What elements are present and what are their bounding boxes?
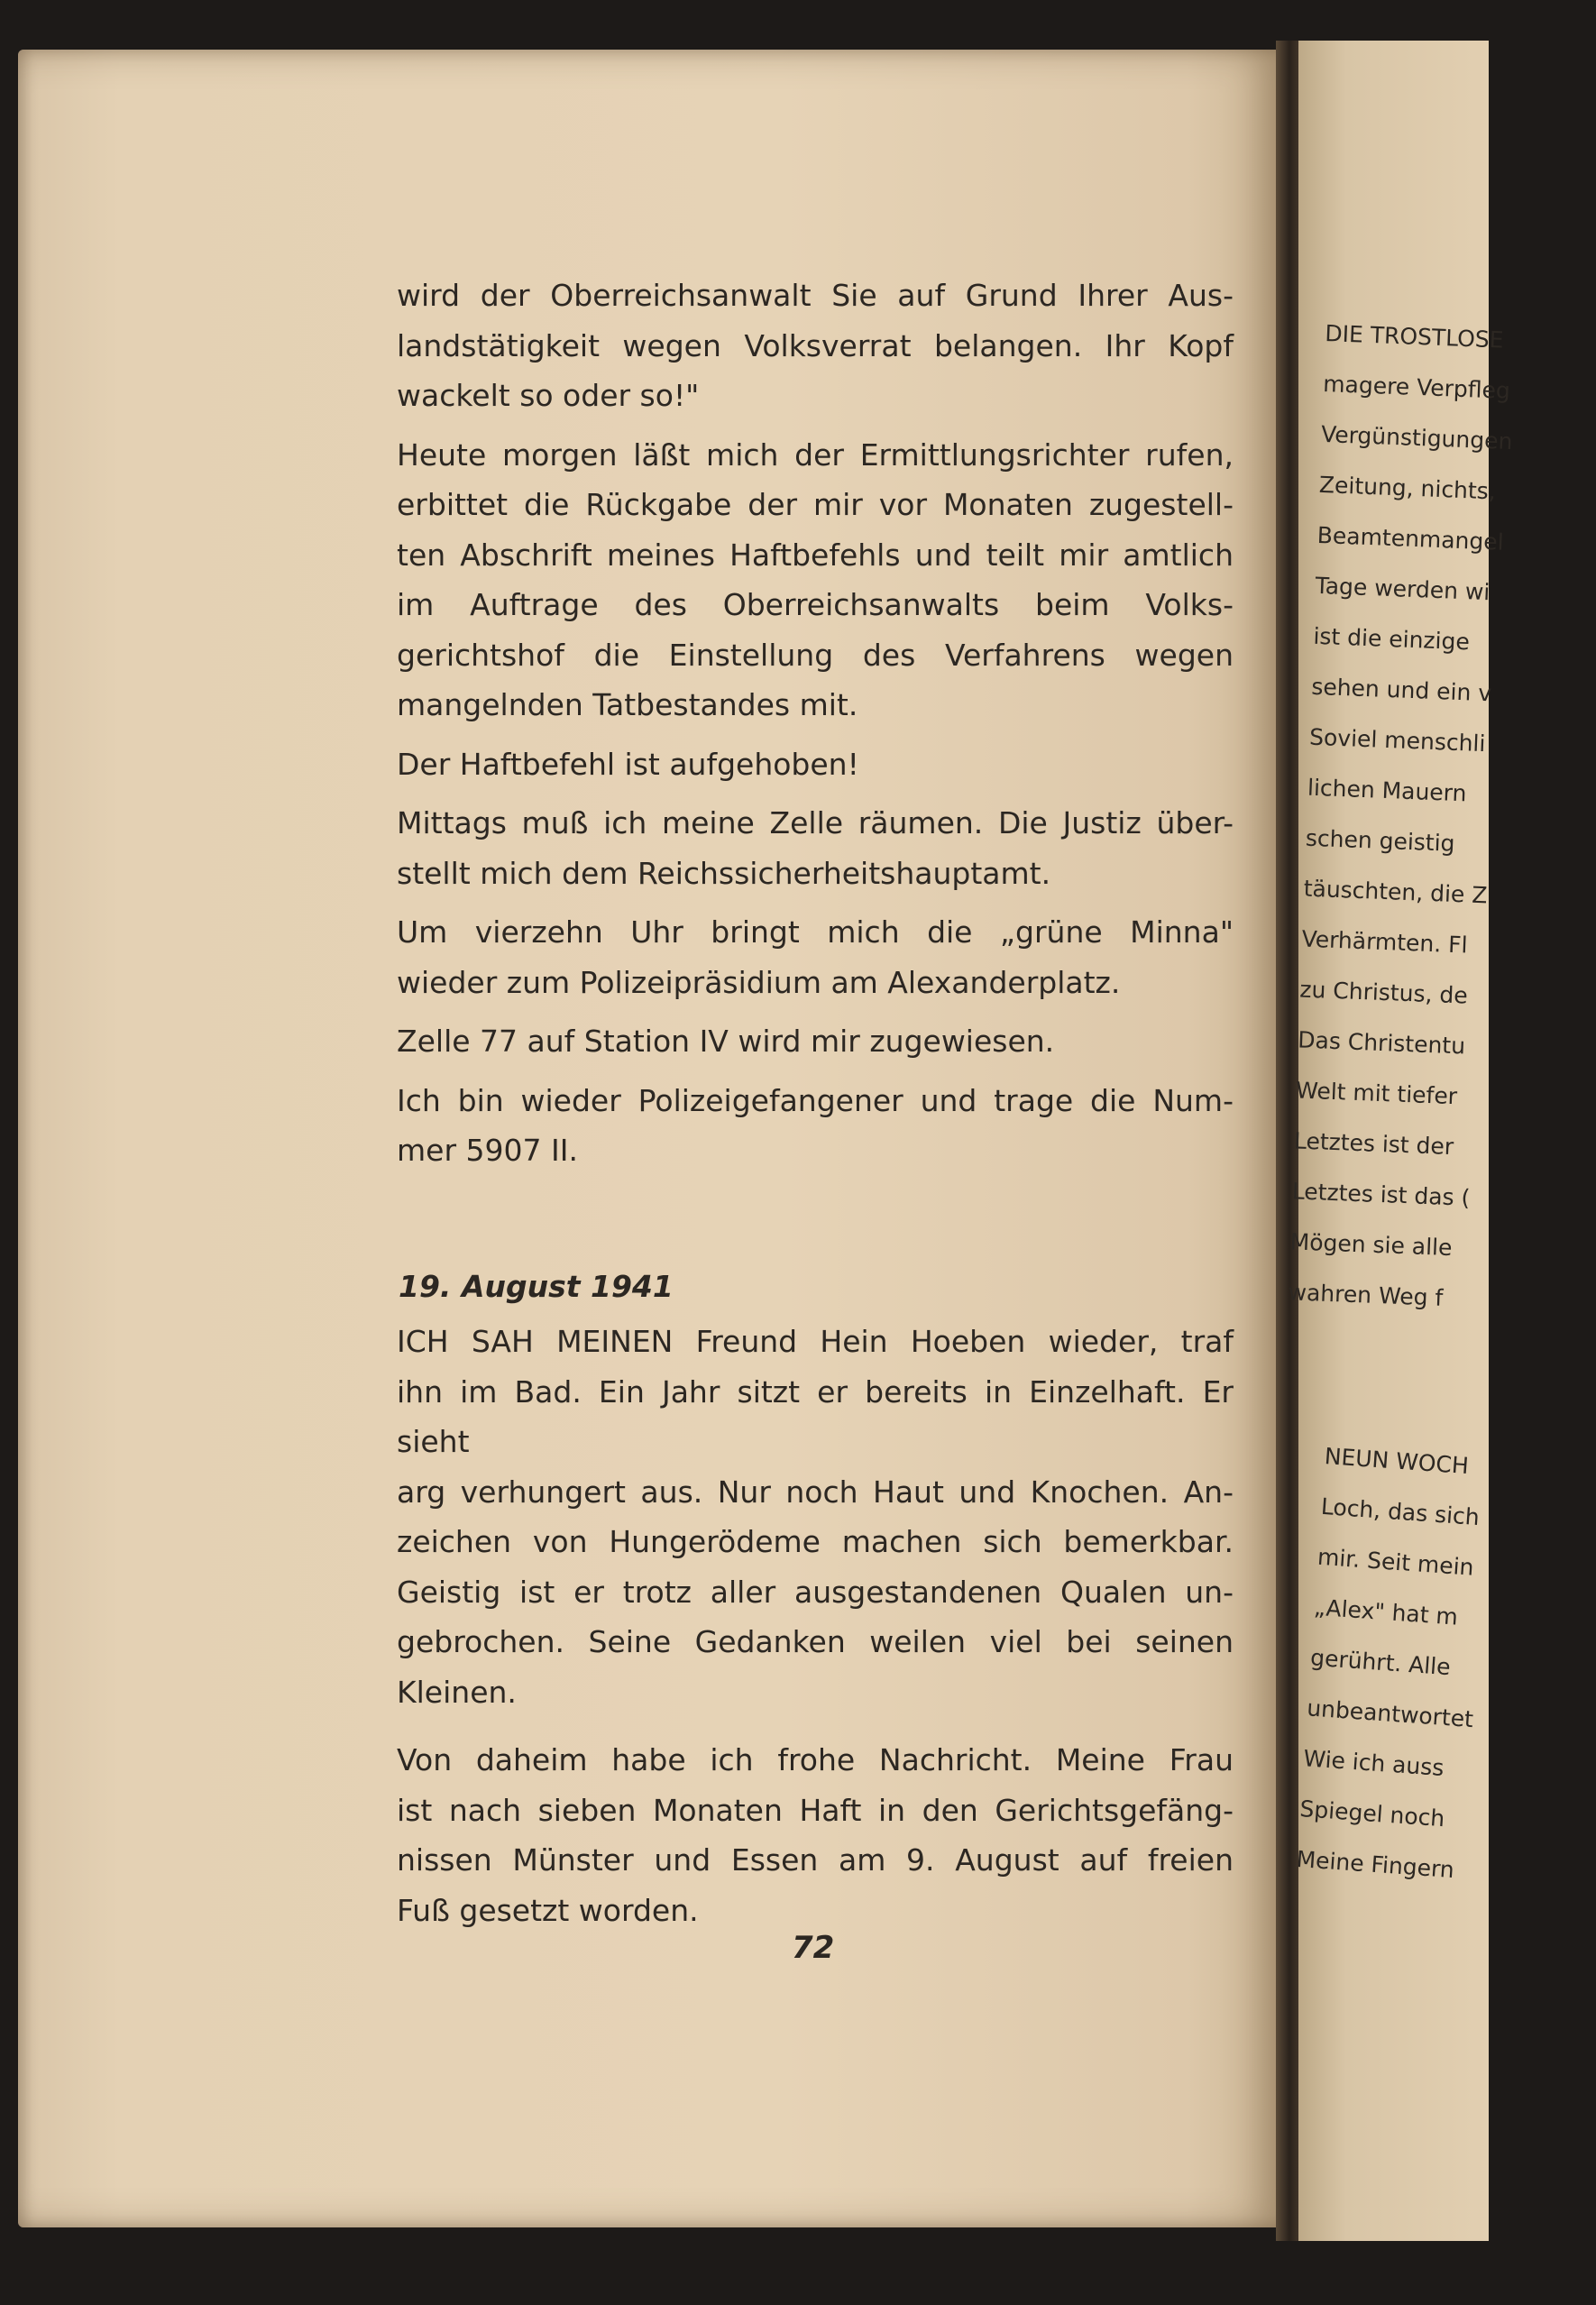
right-line: ist die einzige [1312,622,1471,656]
paragraph [397,1076,1234,1176]
right-line: Mögen sie alle [1289,1228,1453,1262]
right-line: sehen und ein v [1310,673,1492,707]
text-line: erbittet die Rückgabe der mir vor Monaten zugestell- [397,487,1234,522]
date-heading: 19. August 1941 [399,1268,674,1304]
right-line: unbeantwortet [1306,1694,1474,1733]
right-line: mir. Seit mein [1316,1543,1475,1581]
paragraph [397,1016,1234,1067]
text-line: ihn im Bad. Ein Jahr sitzt er bereits in Einzelhaft. Er sieht [397,1373,1234,1459]
right-line: Tage werden wi [1315,572,1491,606]
text-line: Mittags muß ich meine Zelle räumen. Die Justiz über- [397,805,1234,840]
text-line: ist nach sieben Monaten Haft in den Gerichtsgefäng- [397,1792,1234,1828]
right-line: Verhärmten. Fl [1301,925,1469,959]
paragraph [397,271,1234,421]
right-line: Vergünstigungen [1320,420,1513,455]
right-page-upper-text [1287,320,1596,1340]
right-line: Wie ich auss [1302,1745,1445,1782]
text-line: ICH SAH MEINEN Freund Hein Hoeben wieder, traf [397,1324,1234,1359]
paragraph [397,1317,1234,1717]
left-page-text [397,271,1234,1944]
text-line: Geistig ist er trotz aller ausgestandenen Qualen un- [397,1574,1234,1610]
text-line: Ich bin wieder Polizeigefangener und trage die Num- [397,1082,1234,1118]
right-line: Welt mit tiefer [1295,1077,1458,1110]
right-line: Letztes ist der [1293,1127,1454,1161]
right-line: täuschten, die Z [1303,875,1488,909]
text-line: gerichtshof die Einstellung des Verfahrens wegen [397,637,1234,673]
right-line: Spiegel noch [1298,1795,1446,1832]
right-line: lichen Mauern [1307,774,1467,807]
text-line: gebrochen. Seine Gedanken weilen viel bei seinen [397,1624,1234,1659]
paragraph [397,1735,1234,1935]
paragraph [397,907,1234,1007]
text-line: wieder zum Polizeipräsidium am Alexanderplatz. [397,964,1121,1000]
right-line: Zeitung, nichts, [1318,471,1497,505]
right-line: DIE TROSTLOSE [1324,320,1505,354]
right-line: wahren Weg f [1288,1279,1444,1311]
right-line: Letztes ist das ( [1291,1178,1471,1211]
text-line: Um vierzehn Uhr bringt mich die „grüne Minna" [397,914,1234,950]
text-line: Kleinen. [397,1674,517,1710]
text-line: Fuß gesetzt worden. [397,1892,699,1928]
right-line: Meine Fingern [1295,1845,1455,1884]
text-line: ten Abschrift meines Haftbefehls und teilt mir amtlich [397,537,1234,573]
right-line: schen geistig [1305,824,1456,857]
right-line: Beamtenmangel [1316,521,1505,556]
paragraph [397,430,1234,730]
paragraph [397,739,1234,790]
right-line: Soviel menschli [1308,723,1486,758]
text-line: arg verhungert aus. Nur noch Haut und Knochen. An- [397,1474,1234,1510]
text-line: Zelle 77 auf Station IV wird mir zugewiesen. [397,1024,1055,1059]
text-line: mer 5907 II. [397,1133,578,1168]
right-page [1288,41,1513,2241]
text-line: stellt mich dem Reichssicherheitshauptamt. [397,855,1051,891]
right-line: „Alex" hat m [1313,1593,1459,1630]
text-line: Von daheim habe ich frohe Nachricht. Meine Frau [397,1742,1234,1777]
right-line: magere Verpfleg [1322,370,1511,404]
text-line: mangelnden Tatbestandes mit. [397,687,858,722]
text-line: Der Haftbefehl ist aufgehoben! [397,746,859,782]
right-page-lower-text [1294,1443,1595,1915]
text-line: im Auftrage des Oberreichsanwalts beim Volks- [397,587,1234,622]
text-line: landstätigkeit wegen Volksverrat belangen. Ihr Kopf [397,327,1234,363]
page-number: 72 [792,1930,835,1966]
right-line: NEUN WOCH [1323,1443,1470,1480]
text-line: Heute morgen läßt mich der Ermittlungsrichter rufen, [397,436,1234,473]
text-line: nissen Münster und Essen am 9. August auf freien [397,1842,1234,1878]
text-line: wird der Oberreichsanwalt Sie auf Grund Ihrer Aus- [397,278,1234,313]
text-line: zeichen von Hungerödeme machen sich bemerkbar. [397,1524,1234,1559]
text-line: wackelt so oder so!" [397,378,700,413]
right-line: gerührt. Alle [1309,1644,1452,1681]
paragraph [397,798,1234,898]
right-line: Loch, das sich [1320,1492,1481,1531]
right-line: Das Christentu [1297,1026,1466,1060]
right-line: zu Christus, de [1298,976,1469,1009]
